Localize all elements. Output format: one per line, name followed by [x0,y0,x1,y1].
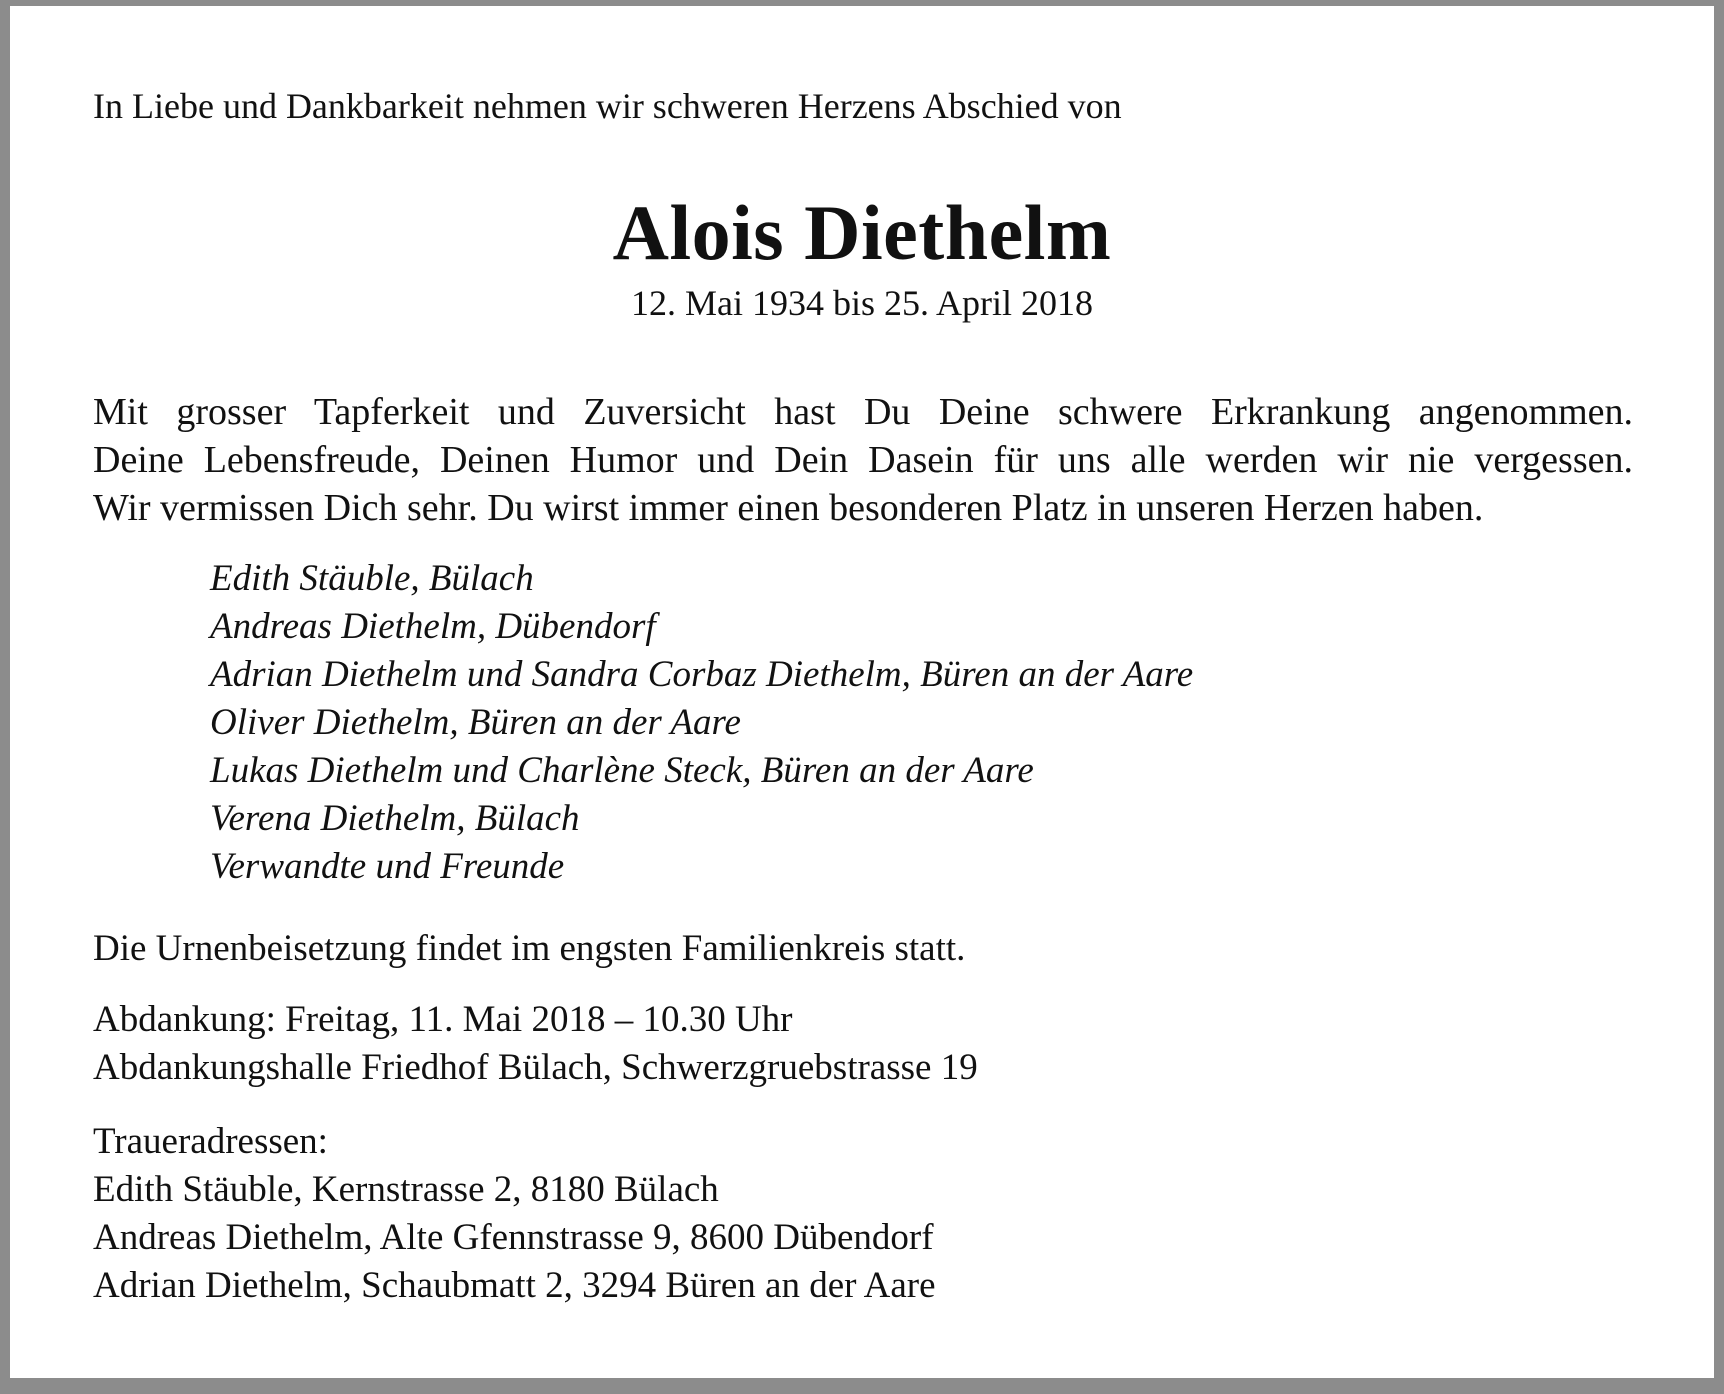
addresses-heading: Traueradressen: [93,1121,328,1162]
mourner-item: Lukas Diethelm und Charlène Steck, Büren an der Aare [210,750,1034,791]
ceremony-location: Abdankungshalle Friedhof Bülach, Schwerzgruebstrasse 19 [93,1047,978,1088]
bottom-border [0,1378,1724,1394]
mourner-item: Andreas Diethelm, Dübendorf [210,606,656,647]
ceremony-date: Abdankung: Freitag, 11. Mai 2018 – 10.30 Uhr [93,999,793,1040]
mourner-item: Verena Diethelm, Bülach [210,798,580,839]
ceremony-info [93,996,978,1092]
address-line: Andreas Diethelm, Alte Gfennstrasse 9, 8600 Dübendorf [93,1217,934,1258]
mourners-list [210,555,1193,891]
address-line: Adrian Diethelm, Schaubmatt 2, 3294 Büren an der Aare [93,1265,936,1306]
memorial-paragraph [93,388,1633,532]
mourner-item: Oliver Diethelm, Büren an der Aare [210,702,741,743]
mourner-item: Verwandte und Freunde [210,846,565,887]
paragraph-line: Deine Lebensfreude, Deinen Humor und Dein Dasein für uns alle werden wir nie vergessen. [93,439,1633,481]
paragraph-line: Wir vermissen Dich sehr. Du wirst immer einen besonderen Platz in unseren Herzen haben. [93,487,1484,529]
paragraph-line: Mit grosser Tapferkeit und Zuversicht hast Du Deine schwere Erkrankung angenommen. [93,391,1633,433]
mourner-item: Edith Stäuble, Bülach [210,558,534,599]
condolence-addresses [93,1118,936,1310]
deceased-name: Alois Diethelm [612,189,1112,276]
urn-burial-note [93,925,965,973]
intro-text: In Liebe und Dankbarkeit nehmen wir schweren Herzens Abschied von [93,86,1122,126]
life-dates: 12. Mai 1934 bis 25. April 2018 [630,283,1093,323]
address-line: Edith Stäuble, Kernstrasse 2, 8180 Bülach [93,1169,719,1210]
mourner-item: Adrian Diethelm und Sandra Corbaz Diethelm, Büren an der Aare [210,654,1194,695]
urn-burial-text: Die Urnenbeisetzung findet im engsten Familienkreis statt. [93,928,966,969]
